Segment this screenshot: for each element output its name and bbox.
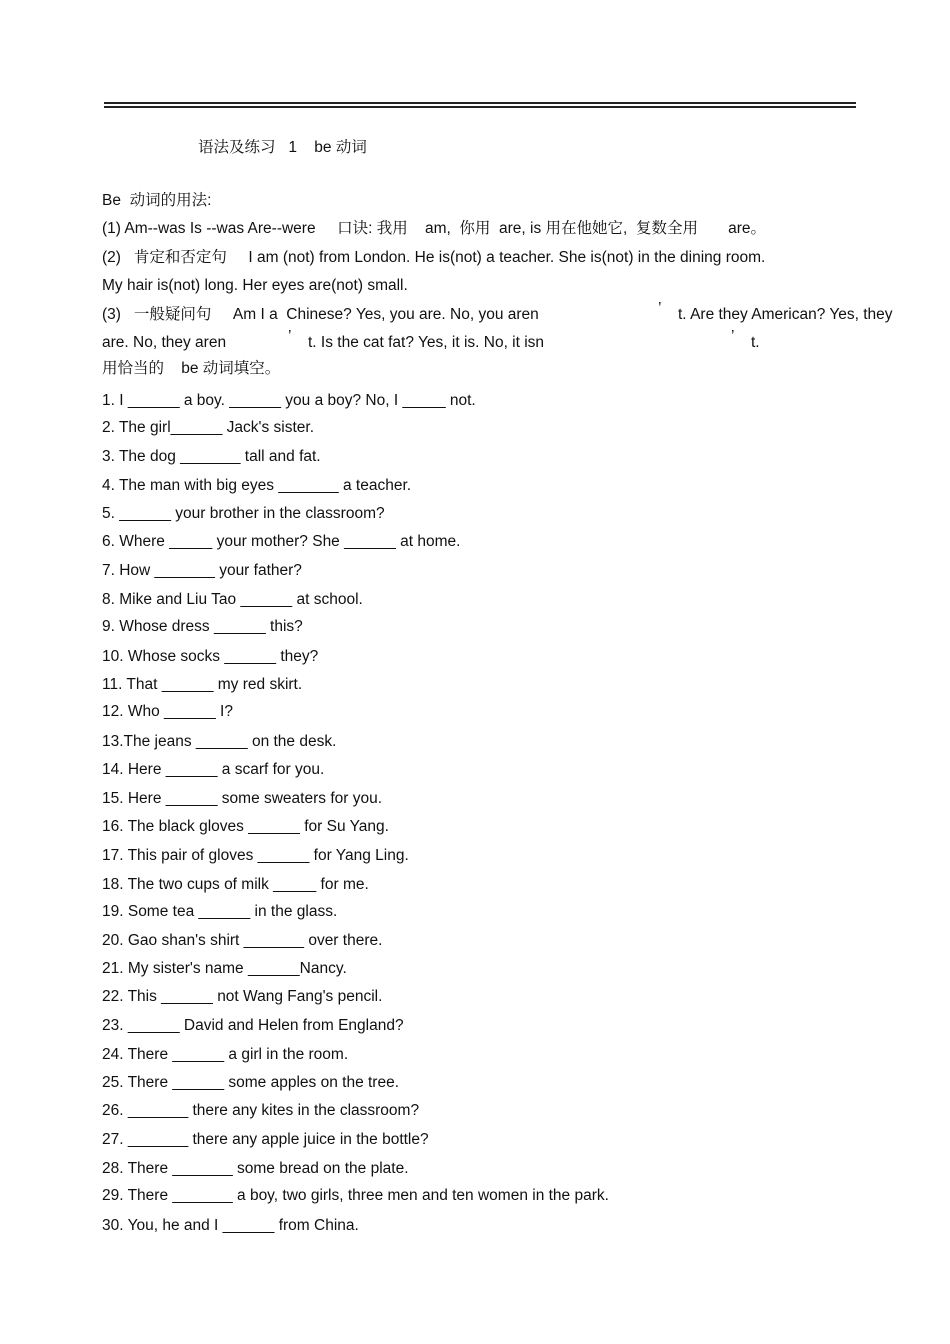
exercise-item: 8. Mike and Liu Tao ______ at school. <box>102 591 363 608</box>
apostrophe: ’ <box>731 328 735 345</box>
header-rule-bottom <box>104 106 856 108</box>
exercise-item: 30. You, he and I ______ from China. <box>102 1217 359 1234</box>
rule-3-line-2-part-2: t. Is the cat fat? Yes, it is. No, it isn <box>308 334 545 351</box>
exercise-item: 5. ______ your brother in the classroom? <box>102 505 385 522</box>
rule-3-line-2-part-1: are. No, they aren <box>102 334 227 351</box>
usage-heading: Be 动词的用法: <box>102 192 212 209</box>
exercise-item: 25. There ______ some apples on the tree. <box>102 1074 400 1091</box>
exercise-item: 24. There ______ a girl in the room. <box>102 1046 349 1063</box>
exercise-item: 16. The black gloves ______ for Su Yang. <box>102 818 389 835</box>
exercise-item: 1. I ______ a boy. ______ you a boy? No, I _____ not. <box>102 392 476 409</box>
exercise-item: 9. Whose dress ______ this? <box>102 618 303 635</box>
apostrophe: ’ <box>658 300 662 317</box>
exercise-item: 11. That ______ my red skirt. <box>102 676 303 693</box>
exercise-item: 6. Where _____ your mother? She ______ at home. <box>102 533 461 550</box>
exercise-item: 29. There _______ a boy, two girls, three men and ten women in the park. <box>102 1187 609 1204</box>
apostrophe: ’ <box>288 328 292 345</box>
rule-3-line-1-part-2: t. Are they American? Yes, they <box>678 306 893 323</box>
instruction: 用恰当的 be 动词填空。 <box>102 360 281 377</box>
exercise-item: 2. The girl______ Jack's sister. <box>102 419 315 436</box>
exercise-item: 27. _______ there any apple juice in the bottle? <box>102 1131 429 1148</box>
rule-3-line-2-part-3: t. <box>751 334 760 351</box>
exercise-item: 18. The two cups of milk _____ for me. <box>102 876 369 893</box>
exercise-item: 23. ______ David and Helen from England? <box>102 1017 404 1034</box>
exercise-item: 28. There _______ some bread on the plate. <box>102 1160 409 1177</box>
rule-1: (1) Am--was Is --was Are--were 口诀: 我用 am, 你用 are, is 用在他她它, 复数全用 are。 <box>102 220 766 237</box>
exercise-item: 19. Some tea ______ in the glass. <box>102 903 338 920</box>
page-title: 语法及练习 1 be 动词 <box>198 139 367 156</box>
exercise-item: 10. Whose socks ______ they? <box>102 648 319 665</box>
exercise-item: 26. _______ there any kites in the classroom? <box>102 1102 420 1119</box>
exercise-item: 22. This ______ not Wang Fang's pencil. <box>102 988 383 1005</box>
rule-2-line-2: My hair is(not) long. Her eyes are(not) small. <box>102 277 408 294</box>
header-rule-top <box>104 102 856 104</box>
exercise-item: 3. The dog _______ tall and fat. <box>102 448 321 465</box>
rule-3-line-1-part-1: (3) 一般疑问句 Am I a Chinese? Yes, you are. No, you aren <box>102 306 539 323</box>
exercise-item: 15. Here ______ some sweaters for you. <box>102 790 383 807</box>
exercise-item: 12. Who ______ I? <box>102 703 233 720</box>
rule-2-line-1: (2) 肯定和否定句 I am (not) from London. He is(not) a teacher. She is(not) in the dining room. <box>102 249 766 266</box>
exercise-item: 4. The man with big eyes _______ a teacher. <box>102 477 412 494</box>
exercise-item: 20. Gao shan's shirt _______ over there. <box>102 932 383 949</box>
exercise-item: 13.The jeans ______ on the desk. <box>102 733 337 750</box>
exercise-item: 17. This pair of gloves ______ for Yang Ling. <box>102 847 409 864</box>
exercise-item: 14. Here ______ a scarf for you. <box>102 761 325 778</box>
exercise-item: 7. How _______ your father? <box>102 562 302 579</box>
exercise-item: 21. My sister's name ______Nancy. <box>102 960 347 977</box>
